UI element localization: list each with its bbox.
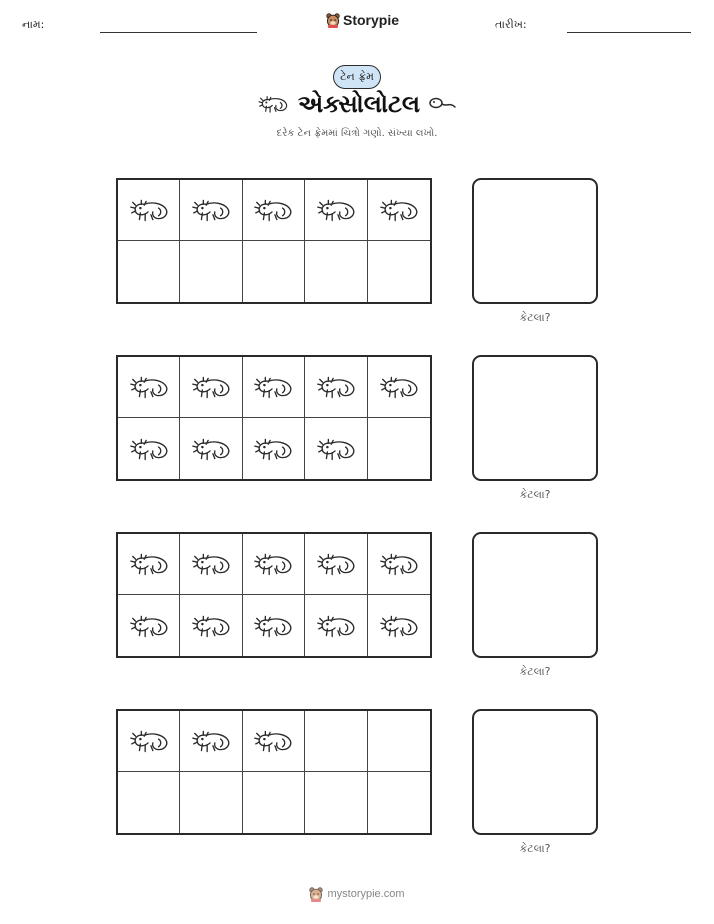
ten-frame-1 [116, 178, 432, 304]
ten-frame-cell [368, 418, 430, 479]
answer-box-3[interactable] [472, 532, 598, 658]
ten-frame-cell [368, 772, 430, 833]
axolotl-icon [377, 549, 421, 579]
brand-logo [326, 12, 399, 28]
axolotl-icon [127, 372, 171, 402]
how-many-label-4: કેટલા? [519, 842, 551, 855]
axolotl-icon [377, 195, 421, 225]
worksheet-title: એક્સોલોટલ [297, 90, 421, 118]
ten-frame-cell [243, 534, 305, 595]
axolotl-icon [251, 434, 295, 464]
ten-frame-cell [118, 180, 180, 241]
how-many-label-3: કેટલા? [519, 665, 551, 678]
axolotl-icon [189, 372, 233, 402]
ten-frame-cell [118, 595, 180, 656]
axolotl-icon [314, 434, 358, 464]
axolotl-icon [251, 195, 295, 225]
ten-frame-cell [305, 180, 367, 241]
ten-frame-cell [180, 180, 242, 241]
ten-frame-cell [180, 534, 242, 595]
ten-frame-cell [305, 711, 367, 772]
ten-frame-cell [243, 357, 305, 418]
ten-frame-cell [180, 711, 242, 772]
axolotl-icon [189, 434, 233, 464]
ten-frame-cell [368, 180, 430, 241]
footer-site: mystorypie.com [327, 888, 405, 900]
ten-frame-cell [118, 711, 180, 772]
answer-box-1[interactable] [472, 178, 598, 304]
name-field[interactable] [100, 32, 257, 33]
ten-frame-cell [368, 357, 430, 418]
ten-frame-cell [243, 418, 305, 479]
ten-frame-cell [305, 534, 367, 595]
axolotl-icon [189, 549, 233, 579]
ten-frame-cell [368, 595, 430, 656]
axolotl-icon [127, 726, 171, 756]
ten-frame-cell [243, 711, 305, 772]
ten-frame-cell [243, 241, 305, 302]
axolotl-icon [377, 611, 421, 641]
date-label: તારીખ: [495, 18, 527, 31]
date-field[interactable] [567, 32, 691, 33]
how-many-label-1: કેટલા? [519, 311, 551, 324]
ten-frame-cell [305, 357, 367, 418]
axolotl-icon [127, 549, 171, 579]
ten-frame-cell [180, 595, 242, 656]
name-label: નામ: [22, 18, 45, 31]
how-many-label-2: કેટલા? [519, 488, 551, 501]
ten-frame-3 [116, 532, 432, 658]
axolotl-icon [314, 195, 358, 225]
worksheet-tag: ટેન ફ્રેમ [333, 65, 381, 89]
ten-frame-cell [368, 241, 430, 302]
instructions: દરેક ટેન ફ્રેમમાં ચિત્રો ગણો. સંખ્યા લખો. [276, 128, 438, 139]
axolotl-icon [189, 726, 233, 756]
axolotl-icon [314, 549, 358, 579]
ten-frame-cell [180, 772, 242, 833]
axolotl-icon [189, 195, 233, 225]
axolotl-icon [127, 611, 171, 641]
ten-frame-cell [118, 241, 180, 302]
ten-frame-cell [118, 357, 180, 418]
axolotl-icon [251, 549, 295, 579]
ten-frame-cell [118, 534, 180, 595]
ten-frame-cell [368, 711, 430, 772]
ten-frame-cell [368, 534, 430, 595]
ten-frame-2 [116, 355, 432, 481]
axolotl-icon [251, 726, 295, 756]
axolotl-icon [314, 372, 358, 402]
ten-frame-cell [243, 595, 305, 656]
ten-frame-cell [305, 772, 367, 833]
bear-logo-icon [326, 12, 340, 28]
axolotl-icon [314, 611, 358, 641]
ten-frame-cell [180, 357, 242, 418]
ten-frame-cell [305, 241, 367, 302]
axolotl-icon [251, 611, 295, 641]
bear-logo-icon [309, 886, 323, 902]
ten-frame-cell [243, 772, 305, 833]
tadpole-icon [428, 96, 458, 112]
ten-frame-cell [118, 418, 180, 479]
axolotl-icon [256, 93, 290, 115]
ten-frame-cell [243, 180, 305, 241]
answer-box-4[interactable] [472, 709, 598, 835]
axolotl-icon [377, 372, 421, 402]
ten-frame-cell [180, 418, 242, 479]
axolotl-icon [189, 611, 233, 641]
axolotl-icon [127, 195, 171, 225]
axolotl-icon [127, 434, 171, 464]
answer-box-2[interactable] [472, 355, 598, 481]
footer [0, 886, 714, 902]
ten-frame-4 [116, 709, 432, 835]
axolotl-icon [251, 372, 295, 402]
ten-frame-cell [180, 241, 242, 302]
ten-frame-cell [305, 418, 367, 479]
ten-frame-cell [305, 595, 367, 656]
title-row [0, 90, 714, 118]
ten-frame-cell [118, 772, 180, 833]
brand-name: Storypie [343, 12, 400, 28]
